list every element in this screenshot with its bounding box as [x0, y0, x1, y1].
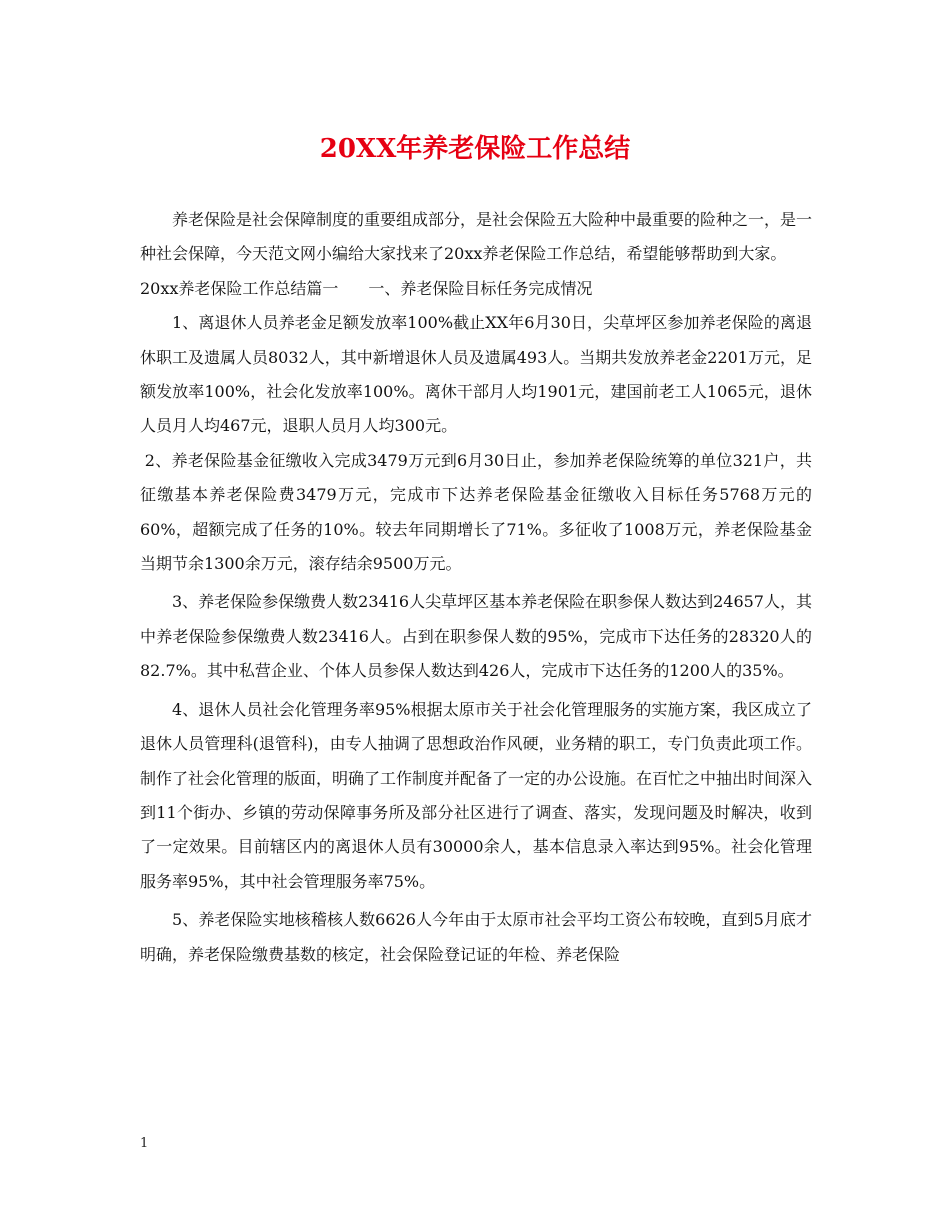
paragraph-2: 2、养老保险基金征缴收入完成3479万元到6月30日止，参加养老保险统筹的单位321户，共征缴基本养老保险费3479万元，完成市下达养老保险基金征缴收入目标任务5768万元的60%，超额完成了任务的10%。较去年同期增长了71%。多征收了1008万元，养老保险基金当期节余1300余万元，滚存结余9500万元。: [140, 450, 812, 574]
document-body: [140, 203, 812, 972]
section-heading-right: 一、养老保险目标任务完成情况: [368, 278, 593, 298]
paragraph-5: 5、养老保险实地核稽核人数6626人今年由于太原市社会平均工资公布较晚，直到5月底才明确，养老保险缴费基数的核定，社会保险登记证的年检、养老保险: [140, 910, 812, 964]
intro-paragraph: 养老保险是社会保障制度的重要组成部分，是社会保险五大险种中最重要的险种之一，是一种社会保障，今天范文网小编给大家找来了20xx养老保险工作总结，希望能够帮助到大家。: [140, 210, 813, 264]
page-number: 1: [140, 1136, 149, 1151]
paragraph-4: 4、退休人员社会化管理务率95%根据太原市关于社会化管理服务的实施方案，我区成立了退休人员管理科(退管科)，由专人抽调了思想政治作风硬，业务精的职工，专门负责此项工作。制作了社会化管理的版面，明确了工作制度并配备了一定的办公设施。在百忙之中抽出时间深入到11个街办、乡镇的劳动保障事务所及部分社区进行了调查、落实，发现问题及时解决，收到了一定效果。目前辖区内的离退休人员有30000余人，基本信息录入率达到95%。社会化管理服务率95%，其中社会管理服务率75%。: [140, 699, 813, 891]
section-heading: [140, 272, 812, 306]
paragraph-1: 1、离退休人员养老金足额发放率100%截止XX年6月30日，尖草坪区参加养老保险的离退休职工及遗属人员8032人，其中新增退休人员及遗属493人。当期共发放养老金2201万元，足额发放率100%，社会化发放率100%。离休干部月人均1901元，建国前老工人1065元，退休人员月人均467元，退职人员月人均300元。: [140, 313, 812, 436]
section-heading-left: 20xx养老保险工作总结篇一: [140, 278, 339, 298]
document-title: 20XX年养老保险工作总结: [319, 134, 631, 164]
paragraph-3: 3、养老保险参保缴费人数23416人尖草坪区基本养老保险在职参保人数达到24657人，其中养老保险参保缴费人数23416人。占到在职参保人数的95%，完成市下达任务的28320人的82.7%。其中私营企业、个体人员参保人数达到426人，完成市下达任务的1200人的35%。: [140, 592, 812, 681]
